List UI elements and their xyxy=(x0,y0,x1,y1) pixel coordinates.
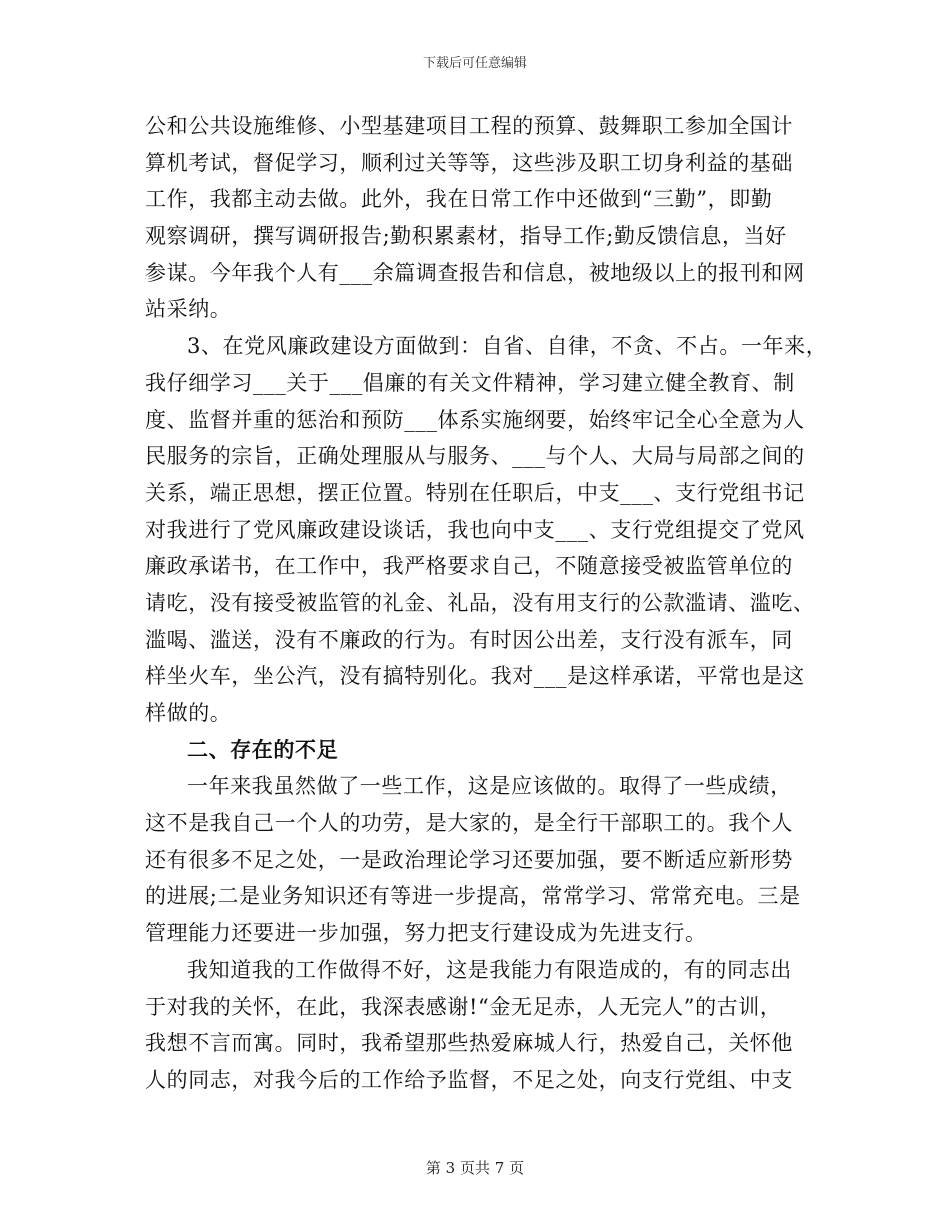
text-line: 民服务的宗旨，正确处理服从与服务、___与个人、大局与局部之间的 xyxy=(145,444,805,469)
text-line: 样做的。 xyxy=(145,701,232,725)
text-line: 一年来我虽然做了一些工作，这是应该做的。取得了一些成绩， xyxy=(187,774,792,799)
text-line: 样坐火车，坐公汽，没有搞特别化。我对___是这样承诺，平常也是这 xyxy=(145,664,805,689)
page-footer: 第 3 页共 7 页 xyxy=(425,1159,525,1177)
text-line: 还有很多不足之处，一是政治理论学习还要加强，要不断适应新形势 xyxy=(145,847,793,872)
text-line: 站采纳。 xyxy=(145,297,232,322)
text-line: 于对我的关怀，在此，我深表感谢!“金无足赤，人无完人”的古训， xyxy=(145,994,782,1019)
text-line: 这不是我自己一个人的功劳，是大家的，是全行干部职工的。我个人 xyxy=(145,811,793,836)
text-line: 参谋。今年我个人有___余篇调查报告和信息，被地级以上的报刊和网 xyxy=(145,260,805,285)
text-line: 的进展;二是业务知识还有等进一步提高，常常学习、常常充电。三是 xyxy=(145,884,801,909)
text-line: 算机考试，督促学习，顺利过关等等，这些涉及职工切身利益的基础 xyxy=(145,150,793,175)
text-line: 工作，我都主动去做。此外，我在日常工作中还做到“三勤”，即勤 xyxy=(145,187,773,212)
text-line: 3、在党风廉政建设方面做到：自省、自律，不贪、不占。一年来， xyxy=(187,334,828,359)
text-line: 我知道我的工作做得不好，这是我能力有限造成的，有的同志出 xyxy=(187,957,792,982)
text-line: 请吃，没有接受被监管的礼金、礼品，没有用支行的公款滥请、滥吃、 xyxy=(145,590,815,615)
text-line: 我想不言而寓。同时，我希望那些热爱麻城人行，热爱自己，关怀他 xyxy=(145,1031,793,1056)
text-line: 关系，端正思想，摆正位置。特别在任职后，中支___、支行党组书记 xyxy=(145,480,805,505)
document-body xyxy=(145,108,828,1099)
text-line: 我仔细学习___关于___倡廉的有关文件精神，学习建立健全教育、制 xyxy=(145,370,795,395)
section-heading: 二、存在的不足 xyxy=(187,736,339,762)
text-line: 对我进行了党风廉政建设谈话，我也向中支___、支行党组提交了党风 xyxy=(145,517,805,542)
text-line: 滥喝、滥送，没有不廉政的行为。有时因公出差，支行没有派车，同 xyxy=(145,627,793,652)
text-line: 观察调研，撰写调研报告;勤积累素材，指导工作;勤反馈信息，当好 xyxy=(145,224,787,249)
text-line: 管理能力还要进一步加强，努力把支行建设成为先进支行。 xyxy=(145,921,707,946)
text-line: 公和公共设施维修、小型基建项目工程的预算、鼓舞职工参加全国计 xyxy=(145,114,793,138)
text-line: 度、监督并重的惩治和预防___体系实施纲要，始终牢记全心全意为人 xyxy=(145,407,805,432)
text-line: 人的同志，对我今后的工作给予监督，不足之处，向支行党组、中支 xyxy=(145,1067,793,1092)
text-line: 廉政承诺书，在工作中，我严格要求自己，不随意接受被监管单位的 xyxy=(145,554,793,579)
page-header: 下载后可任意编辑 xyxy=(422,56,527,71)
